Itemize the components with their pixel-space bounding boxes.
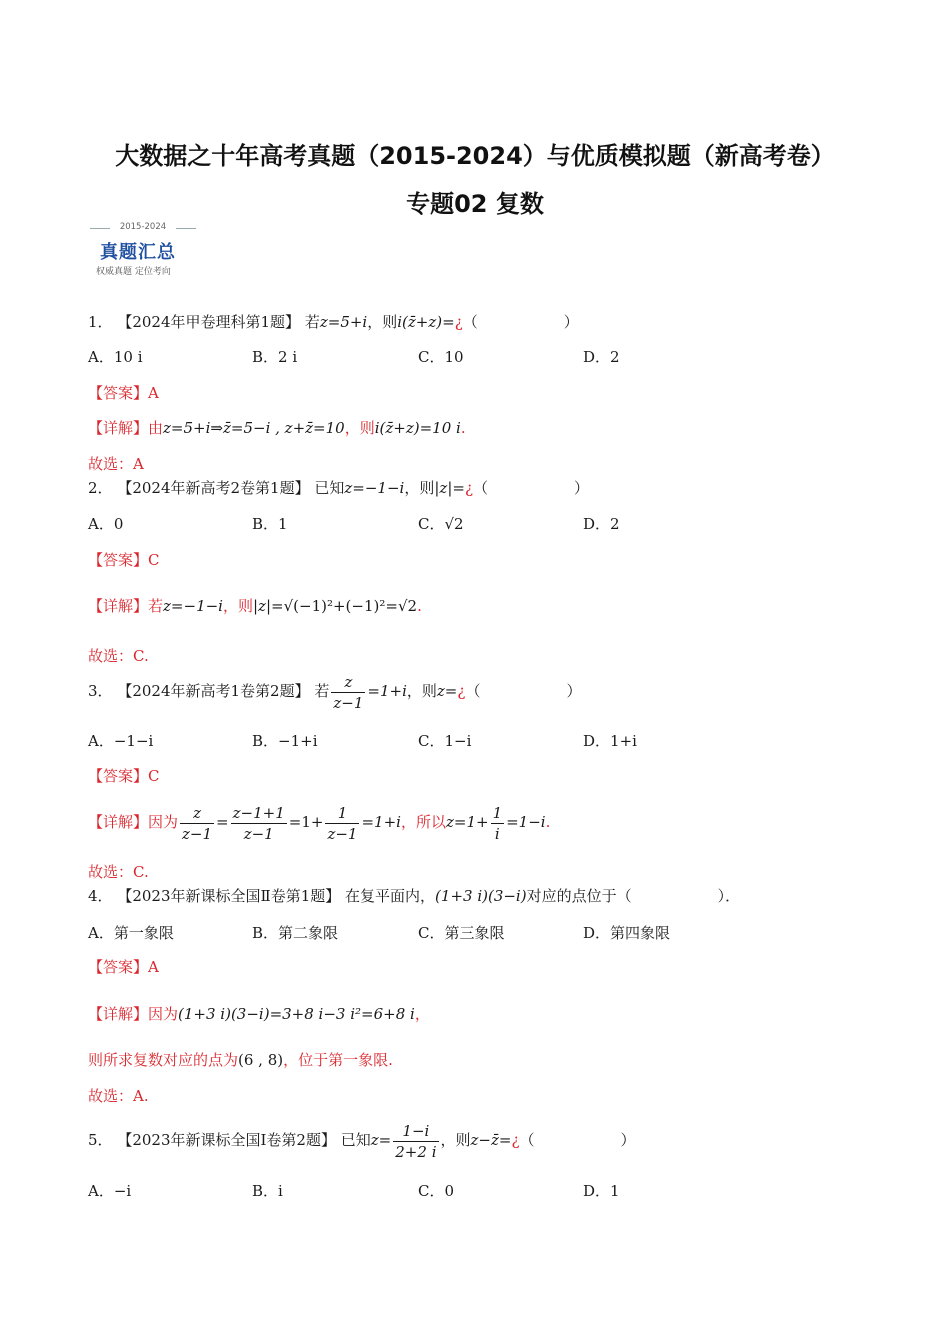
stem-text: 已知 [340, 1131, 371, 1149]
solution-text: 若 [148, 597, 164, 615]
fraction-denominator: i [494, 824, 500, 843]
stem-text: ）． [717, 887, 741, 905]
answer: 【答案】C [88, 551, 160, 569]
conclusion: 故选：A [88, 455, 144, 473]
option-a: A．10 i [88, 348, 143, 366]
logo-divider-right [176, 228, 196, 229]
answer: 【答案】C [88, 767, 160, 785]
stem-text: ，则 [367, 313, 398, 331]
logo-subtitle: 权威真题 定位考向 [96, 267, 171, 277]
solution-text: ， [414, 1005, 430, 1023]
solution-label: 【详解】 [88, 597, 149, 615]
option-d: D．第四象限 [583, 924, 671, 942]
solution [88, 800, 550, 844]
stem-math: =1+i [367, 682, 407, 700]
option-d: D．1+i [583, 732, 637, 750]
solution-text: . [545, 813, 551, 831]
option-a: A．−1−i [88, 732, 154, 750]
question-number: 2． [88, 479, 113, 497]
solution-math: = [216, 813, 229, 831]
solution-text: 则所求复数对应的点为 [88, 1051, 239, 1069]
conclusion: 故选：C. [88, 863, 149, 881]
solution-math: z=−1−i [163, 597, 223, 615]
option-c [418, 513, 464, 535]
question-number: 4． [88, 887, 113, 905]
stem-text: 已知 [314, 479, 345, 497]
answer-blank-open: （ [465, 682, 481, 700]
solution-math: =1−i [506, 813, 546, 831]
solution-math: =1+i [361, 813, 401, 831]
option-b: B．1 [252, 515, 288, 533]
solution [88, 595, 422, 617]
question-number: 1． [88, 313, 113, 331]
option-d: D．2 [583, 348, 620, 366]
solution-math: z=5+i⇒z̄=5−i , z+z̄=10 [163, 419, 345, 437]
solution-text: ，则 [222, 597, 253, 615]
answer-blank-close: ） [563, 313, 579, 331]
option-d: D．1 [583, 1182, 620, 1200]
option-a: A．0 [88, 515, 124, 533]
fraction-numerator: 1−i [393, 1121, 438, 1142]
stem-fraction [331, 672, 365, 713]
option-math: √2 [444, 515, 464, 533]
stem-math: z= [370, 1131, 392, 1149]
solution [88, 1003, 430, 1025]
fraction-numerator: 1 [492, 803, 503, 822]
page-subtitle: 专题02 复数 [406, 190, 544, 218]
answer-blank-open: （ [519, 1131, 535, 1149]
solution-math: (6 , 8) [238, 1051, 284, 1069]
option-label: C． [418, 515, 445, 533]
stem-math: |z|= [434, 479, 465, 497]
question-source: 【2024年甲卷理科第1题】 [117, 313, 301, 331]
stem-glyph: ¿ [454, 313, 463, 331]
solution-text: ，则 [344, 419, 375, 437]
question-1-stem [88, 311, 579, 333]
solution-text: 因为 [148, 1005, 179, 1023]
solution-fraction [180, 803, 214, 844]
stem-text: 对应的点位于（ [526, 887, 632, 905]
option-a: A．第一象限 [88, 924, 174, 942]
option-b: B．第二象限 [252, 924, 339, 942]
solution-text: . [460, 419, 466, 437]
question-source: 【2024年新高考1卷第2题】 [117, 682, 310, 700]
section-logo [90, 218, 200, 280]
question-source: 【2023年新课标全国Ⅰ卷第2题】 [117, 1131, 336, 1149]
stem-math: i(z̄+z)= [397, 313, 455, 331]
question-4-stem [88, 885, 740, 907]
logo-title: 真题汇总 [100, 242, 176, 263]
solution-text: 因为 [148, 813, 179, 831]
stem-glyph: ¿ [511, 1131, 520, 1149]
stem-text: ，则 [404, 479, 435, 497]
stem-math: z= [436, 682, 458, 700]
fraction-numerator: z−1+1 [232, 803, 285, 822]
stem-glyph: ¿ [457, 682, 466, 700]
solution-math: (1+3 i)(3−i)=3+8 i−3 i²=6+8 i [178, 1005, 415, 1023]
fraction-denominator: z−1 [243, 824, 274, 843]
option-b: B．2 i [252, 348, 298, 366]
question-2-stem [88, 477, 589, 499]
fraction-denominator: z−1 [327, 824, 358, 843]
option-c: C．第三象限 [418, 924, 505, 942]
conclusion: 故选：C. [88, 647, 149, 665]
option-d: D．2 [583, 515, 620, 533]
answer-blank-close: ） [566, 682, 582, 700]
question-source: 【2023年新课标全国Ⅱ卷第1题】 [117, 887, 341, 905]
solution-math: i(z̄+z)=10 i [374, 419, 461, 437]
stem-glyph: ¿ [464, 479, 473, 497]
answer-blank-close: ） [574, 479, 590, 497]
stem-text: 若 [304, 313, 320, 331]
logo-range: 2015-2024 [119, 222, 167, 232]
page-title: 大数据之十年高考真题（2015-2024）与优质模拟题（新高考卷） [115, 142, 835, 170]
solution [88, 417, 466, 439]
question-source: 【2024年新高考2卷第1题】 [117, 479, 310, 497]
stem-math: z=5+i [319, 313, 368, 331]
option-c: C．1−i [418, 732, 472, 750]
solution-fraction [231, 803, 287, 844]
solution-fraction [325, 803, 359, 844]
option-c: C．10 [418, 348, 464, 366]
option-b: B．i [252, 1182, 283, 1200]
solution-text: ，位于第一象限. [283, 1051, 393, 1069]
stem-math: z=−1−i [344, 479, 405, 497]
question-5-stem [88, 1118, 636, 1162]
answer: 【答案】A [88, 384, 159, 402]
stem-fraction [393, 1121, 438, 1162]
option-b: B．−1+i [252, 732, 318, 750]
fraction-numerator: 1 [325, 803, 359, 824]
solution-math: z=1+ [445, 813, 489, 831]
stem-text: ，则 [406, 682, 437, 700]
answer: 【答案】A [88, 958, 159, 976]
solution-fraction [491, 803, 505, 844]
fraction-numerator: z [331, 672, 365, 693]
solution-label: 【详解】 [88, 813, 149, 831]
question-number: 3． [88, 682, 113, 700]
answer-blank-open: （ [473, 479, 489, 497]
solution-math: |z|= [253, 597, 284, 615]
fraction-numerator: z [180, 803, 214, 824]
option-c: C．0 [418, 1182, 455, 1200]
solution-math: √(−1)²+(−1)²=√2 [283, 597, 418, 615]
question-3-stem [88, 669, 581, 713]
stem-text: 若 [314, 682, 330, 700]
option-a: A．−i [88, 1182, 132, 1200]
solution-label: 【详解】 [88, 1005, 149, 1023]
stem-math: (1+3 i)(3−i) [435, 887, 527, 905]
fraction-denominator: 2+2 i [395, 1142, 437, 1161]
fraction-denominator: z−1 [182, 824, 213, 843]
solution-text: 由 [148, 419, 164, 437]
answer-blank-close: ） [620, 1131, 636, 1149]
stem-text: ，则 [440, 1131, 471, 1149]
solution-math: =1+ [288, 813, 324, 831]
fraction-denominator: z−1 [333, 693, 364, 712]
solution-text: . [417, 597, 422, 615]
solution-text: ，所以 [400, 813, 446, 831]
solution-label: 【详解】 [88, 419, 149, 437]
question-number: 5． [88, 1131, 113, 1149]
conclusion: 故选：A. [88, 1087, 149, 1105]
stem-text: 在复平面内， [345, 887, 436, 905]
stem-math: z−z̄= [470, 1131, 512, 1149]
solution-line-2 [88, 1049, 393, 1071]
answer-blank-open: （ [462, 313, 478, 331]
